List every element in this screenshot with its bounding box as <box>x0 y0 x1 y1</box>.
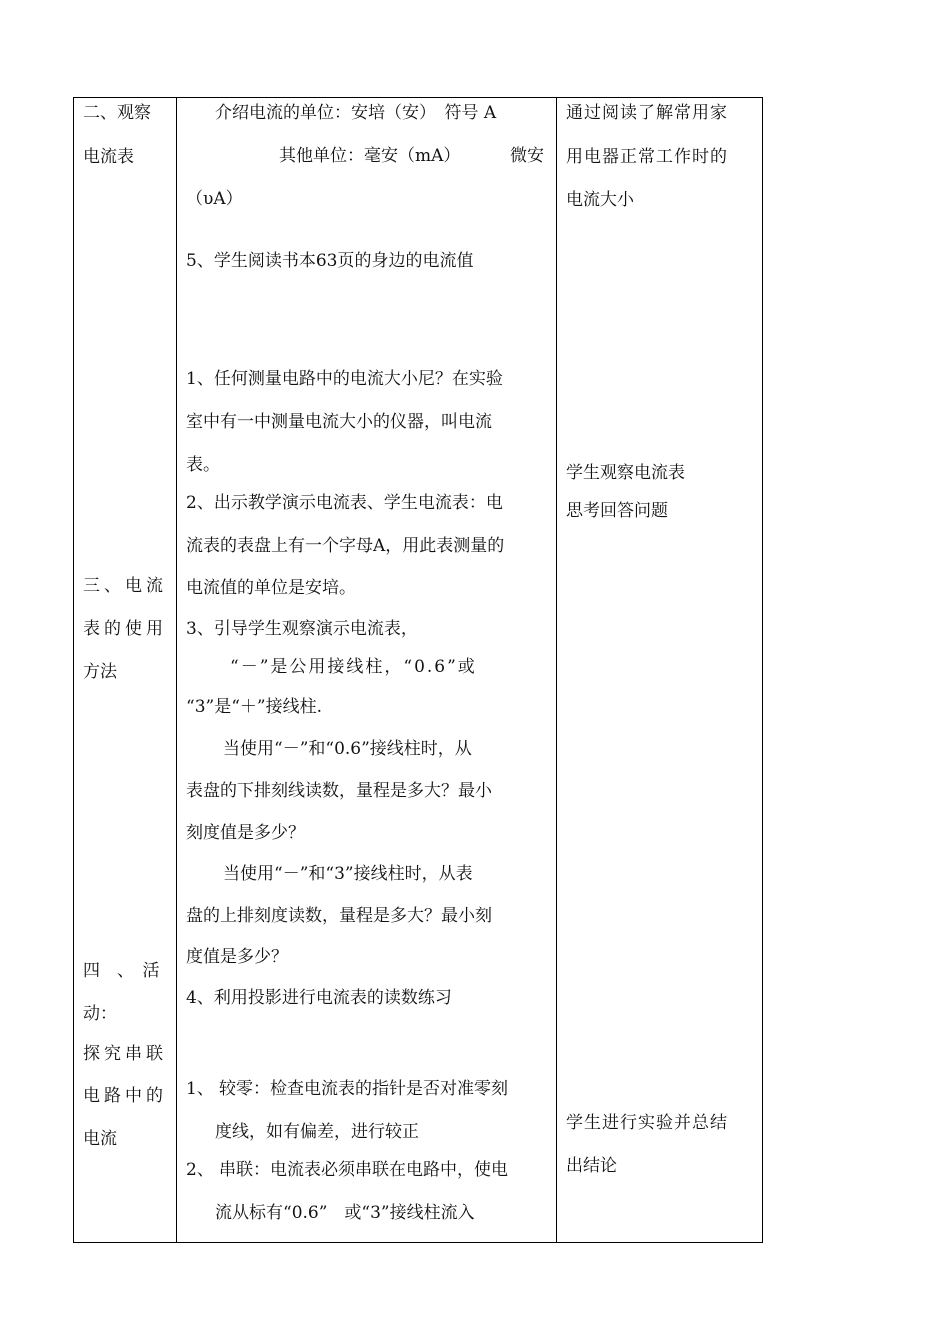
heading-line: 三、电流 <box>83 576 167 596</box>
content-line: 流从标有“0.6” 或“3”接线柱流入 <box>215 1203 475 1223</box>
heading-line: 方法 <box>83 662 117 682</box>
student-line: 用电器正常工作时的 <box>566 147 728 167</box>
step-number: 2、 <box>186 1160 214 1180</box>
content-line: 4、利用投影进行电流表的读数练习 <box>186 988 452 1008</box>
content-line: 3、引导学生观察演示电流表， <box>186 619 418 639</box>
content-line: 表。 <box>186 455 220 475</box>
micro-label: 微安 <box>510 146 544 166</box>
content-line: “3”是“＋”接线柱. <box>186 697 322 717</box>
micro-symbol: （υA） <box>186 189 243 209</box>
content-line: 当使用“－”和“0.6”接线柱时，从 <box>223 739 472 759</box>
content-line: 较零：检查电流表的指针是否对准零刻 <box>219 1079 508 1099</box>
content-line: 度值是多少？ <box>186 947 288 967</box>
student-line: 学生观察电流表 <box>566 463 685 483</box>
column-divider <box>556 98 557 1242</box>
student-line: 通过阅读了解常用家 <box>566 103 728 123</box>
content-line: 表盘的下排刻线读数，量程是多大？最小 <box>186 781 492 801</box>
student-line: 学生进行实验并总结 <box>566 1113 728 1133</box>
content-line: 度线，如有偏差，进行较正 <box>215 1122 419 1142</box>
heading-line: 电流表 <box>83 147 134 167</box>
content-line: 2、出示教学演示电流表、学生电流表：电 <box>186 493 503 513</box>
student-line: 出结论 <box>566 1156 617 1176</box>
reading-task: 5、学生阅读书本63页的身边的电流值 <box>186 251 474 271</box>
heading-line: 电路中的 <box>83 1086 167 1106</box>
content-line: 1、任何测量电路中的电流大小尼？在实验 <box>186 369 503 389</box>
content-line: “－”是公用接线柱，“0.6”或 <box>230 657 477 677</box>
heading-line: 探究串联 <box>83 1044 167 1064</box>
content-line: 流表的表盘上有一个字母A，用此表测量的 <box>186 536 505 556</box>
student-line: 思考回答问题 <box>566 501 668 521</box>
heading-line: 四 、 活 <box>83 961 160 981</box>
heading-line: 表的使用 <box>83 619 167 639</box>
content-line: 刻度值是多少？ <box>186 823 305 843</box>
content-line: 盘的上排刻度读数，量程是多大？最小刻 <box>186 906 492 926</box>
unit-intro: 介绍电流的单位：安培（安） 符号 A <box>215 103 497 123</box>
content-line: 当使用“－”和“3”接线柱时，从表 <box>223 864 473 884</box>
other-units: 其他单位：毫安（mA） <box>279 146 461 166</box>
column-divider <box>176 98 177 1242</box>
step-number: 1、 <box>186 1079 214 1099</box>
heading-line: 电流 <box>83 1129 117 1149</box>
content-line: 室中有一中测量电流大小的仪器，叫电流 <box>186 412 492 432</box>
heading-line: 二、观察 <box>83 103 151 123</box>
content-line: 串联：电流表必须串联在电路中，使电 <box>219 1160 508 1180</box>
content-line: 电流值的单位是安培。 <box>186 578 356 598</box>
heading-line: 动： <box>83 1004 117 1024</box>
student-line: 电流大小 <box>566 190 634 210</box>
